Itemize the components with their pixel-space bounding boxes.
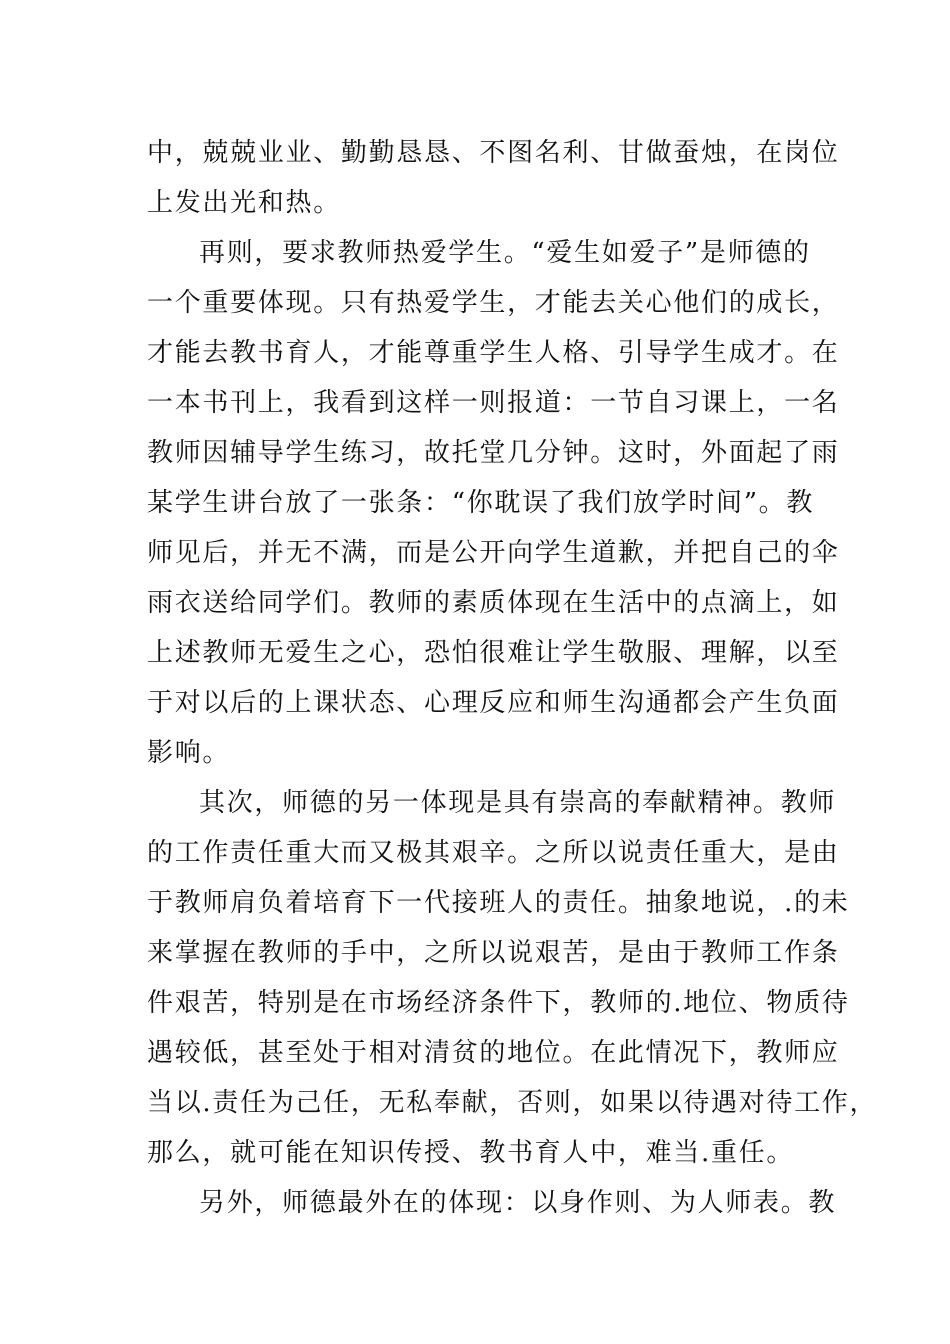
text-line: 那么，就可能在知识传授、教书育人中，难当.重任。 bbox=[147, 1138, 795, 1168]
text-line: 于教师肩负着培育下一代接班人的责任。抽象地说，.的未 bbox=[147, 888, 850, 918]
paragraph-start-line: 另外，师德最外在的体现：以身作则、为人师表。教 bbox=[199, 1188, 837, 1218]
text-line: 当以.责任为己任，无私奉献，否则，如果以待遇对待工作， bbox=[147, 1088, 878, 1118]
text-line: 的工作责任重大而又极其艰辛。之所以说责任重大，是由 bbox=[147, 838, 840, 868]
text-line: 遇较低，甚至处于相对清贫的地位。在此情况下，教师应 bbox=[147, 1038, 840, 1068]
text-line: 影响。 bbox=[147, 738, 231, 768]
text-line: 雨衣送给同学们。教师的素质体现在生活中的点滴上，如 bbox=[147, 588, 840, 618]
text-line: 才能去教书育人，才能尊重学生人格、引导学生成才。在 bbox=[147, 338, 840, 368]
paragraph-start-line: 再则，要求教师热爱学生。“爱生如爱子”是师德的 bbox=[199, 238, 811, 268]
text-line: 来掌握在教师的手中，之所以说艰苦，是由于教师工作条 bbox=[147, 938, 840, 968]
text-line: 上发出光和热。 bbox=[147, 188, 341, 218]
text-line: 某学生讲台放了一张条：“你耽误了我们放学时间”。教 bbox=[147, 488, 815, 518]
text-line: 师见后，并无不满，而是公开向学生道歉，并把自己的伞 bbox=[147, 538, 840, 568]
text-line: 上述教师无爱生之心，恐怕很难让学生敬服、理解，以至 bbox=[147, 638, 840, 668]
text-line: 于对以后的上课状态、心理反应和师生沟通都会产生负面 bbox=[147, 688, 840, 718]
text-line: 教师因辅导学生练习，故托堂几分钟。这时，外面起了雨 bbox=[147, 438, 840, 468]
paragraph-start-line: 其次，师德的另一体现是具有崇高的奉献精神。教师 bbox=[199, 788, 837, 818]
text-line: 一个重要体现。只有热爱学生，才能去关心他们的成长， bbox=[147, 288, 840, 318]
text-line: 一本书刊上，我看到这样一则报道：一节自习课上，一名 bbox=[147, 388, 840, 418]
text-line: 中，兢兢业业、勤勤恳恳、不图名利、甘做蚕烛，在岗位 bbox=[147, 138, 840, 168]
text-line: 件艰苦，特别是在市场经济条件下，教师的.地位、物质待 bbox=[147, 988, 850, 1018]
